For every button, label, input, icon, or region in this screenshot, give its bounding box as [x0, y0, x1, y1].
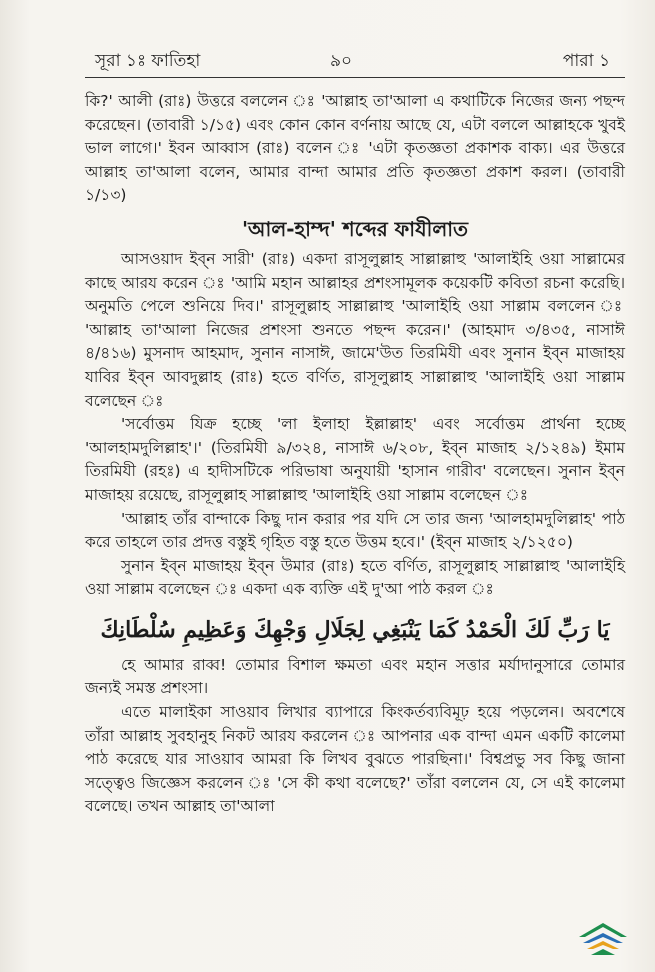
body-paragraph: আসওয়াদ ইব্ন সারী' (রাঃ) একদা রাসূলুল্লাহ সাল্লাল্লাহু 'আলাইহি ওয়া সাল্লামের কাছে আরয করেন ঃ 'আমি মহান আল্লাহর প্রশংসামূলক কয়েকটি কবিতা রচনা করেছি। অনুমতি পেলে শুনিয়ে দিব।' রাসূলুল্লাহ সাল্লাল্লাহু 'আলাইহি ওয়া সাল্লাম বললেন ঃ 'আল্লাহ তা'আলা নিজের প্রশংসা শুনতে পছন্দ করেন।' (আহমাদ ৩/৪৩৫, নাসাঈ ৪/৪১৬) মুসনাদ আহমাদ, সুনান নাসাঈ, জামে'উত তিরমিযী এবং সুনান ইব্ন মাজাহয় যাবির ইব্ন আবদুল্লাহ (রাঃ) হতে বর্ণিত, রাসূলুল্লাহ সাল্লাল্লাহু 'আলাইহি ওয়া সাল্লাম বলেছেন ঃ [85, 249, 625, 410]
header-divider [85, 77, 625, 78]
arabic-dua: يَا رَبِّ لَكَ الْحَمْدُ كَمَا يَنْبَغِي لِجَلَالِ وَجْهِكَ وَعَظِيمِ سُلْطَانِكَ [100, 616, 610, 643]
page-header [95, 40, 610, 74]
body-paragraph: সুনান ইব্ন মাজাহয় ইব্ন উমার (রাঃ) হতে বর্ণিত, রাসূলুল্লাহ সাল্লাল্লাহু 'আলাইহি ওয়া সাল্লাম বলেছেন ঃ একদা এক ব্যক্তি এই দু'আ পাঠ করল ঃ [85, 556, 625, 599]
page-number: ৯০ [330, 51, 353, 71]
intro-paragraph: কি?' আলী (রাঃ) উত্তরে বললেন ঃ 'আল্লাহ তা'আলা এ কথাটিকে নিজের জন্য পছন্দ করেছেন। (তাবারী ১/১৫) এবং কোন কোন বর্ণনায় আছে যে, এটা বললে আল্লাহকে খুবই ভাল লাগে।' ইবন আব্বাস (রাঃ) বলেন ঃ 'এটা কৃতজ্ঞতা প্রকাশক বাক্য। এর উত্তরে আল্লাহ তা'আলা বলেন, আমার বান্দা আমার প্রতি কৃতজ্ঞতা প্রকাশ করল। (তাবারী ১/১৩) [85, 92, 625, 205]
surah-label: সূরা ১ঃ ফাতিহা [95, 51, 201, 71]
page-body [85, 90, 625, 819]
body-paragraph: 'সর্বোত্তম যিক্র হচ্ছে 'লা ইলাহা ইল্লাল্লাহ' এবং সর্বোত্তম প্রার্থনা হচ্ছে 'আলহামদুলিল্লাহ'।' (তিরমিযী ৯/৩২৪, নাসাঈ ৬/২০৮, ইব্ন মাজাহ ২/১২৪৯) ইমাম তিরমিযী (রহঃ) এ হাদীসটিকে পরিভাষা অনুযায়ী 'হাসান গারীব' বলেছেন। সুনান ইব্ন মাজাহয় রয়েছে, রাসূলুল্লাহ সাল্লাল্লাহু 'আলাইহি ওয়া সাল্লাম বলেছেন ঃ [85, 415, 625, 504]
section-heading: 'আল-হাম্দ' শব্দের ফাযীলাত [241, 216, 469, 241]
closing-paragraph: এতে মালাইকা সাওয়াব লিখার ব্যাপারে কিংকর্তব্যবিমূঢ় হয়ে পড়লেন। অবশেষে তাঁরা আল্লাহ সুবহানুহ নিকট আরয করলেন ঃ আপনার এক বান্দা এমন একটি কালেমা পাঠ করেছে যার সাওয়াব আমরা কি লিখব বুঝতে পারছিনা।' বিশ্বপ্রভু সব কিছু জানা সত্ত্বেও জিজ্ঞেস করলেন ঃ 'সে কী কথা বলেছে?' তাঁরা বললেন যে, সে এই কালেমা বলেছে। তখন আল্লাহ তা'আলা [85, 703, 625, 816]
body-paragraph: 'আল্লাহ তাঁর বান্দাকে কিছু দান করার পর যদি সে তার জন্য 'আলহামদুলিল্লাহ' পাঠ করে তাহলে তার প্রদত্ত বস্তুই গৃহিত বস্তু হতে উত্তম হবে।' (ইব্ন মাজাহ ২/১২৫০) [85, 509, 625, 552]
publisher-logo-icon [575, 915, 631, 957]
translation-paragraph: হে আমার রাব্ব! তোমার বিশাল ক্ষমতা এবং মহান সত্তার মর্যাদানুসারে তোমার জন্যই সমস্ত প্রশংসা। [85, 655, 625, 698]
para-label: পারা ১ [562, 51, 610, 71]
